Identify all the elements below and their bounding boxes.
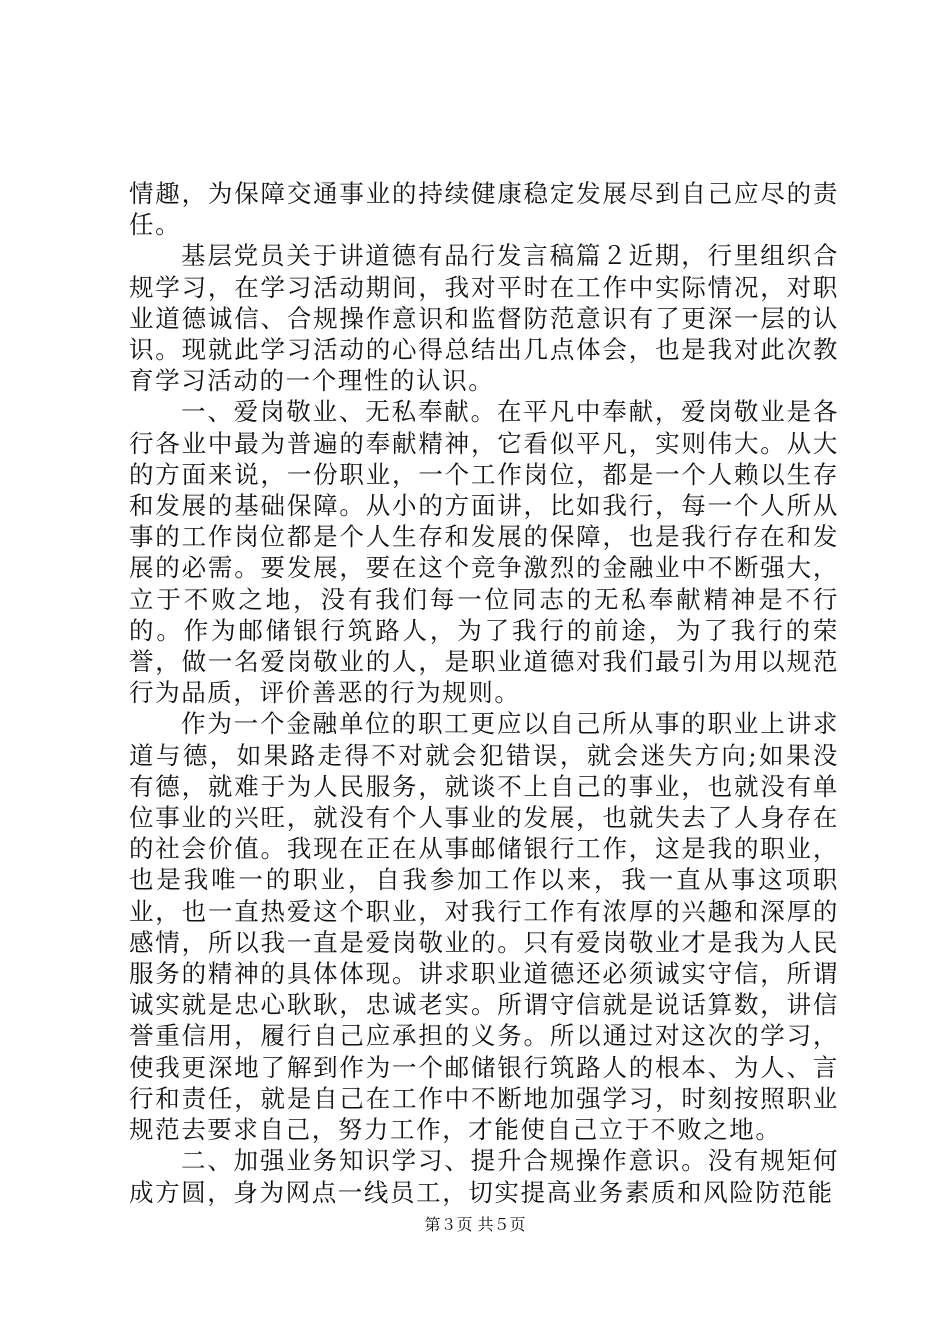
paragraph-1: 情趣，为保障交通事业的持续健康稳定发展尽到自己应尽的责任。 xyxy=(129,179,839,240)
document-body xyxy=(129,178,839,1208)
paragraph-2: 基层党员关于讲道德有品行发言稿篇２近期，行里组织合规学习，在学习活动期间，我对平时在工作中实际情况，对职业道德诚信、合规操作意识和监督防范意识有了更深一层的认识。现就此学习活动的心得总结出几点体会，也是我对此次教育学习活动的一个理性的认识。 xyxy=(129,241,839,396)
paragraph-4: 作为一个金融单位的职工更应以自己所从事的职业上讲求道与德，如果路走得不对就会犯错误，就会迷失方向;如果没有德，就难于为人民服务，就谈不上自己的事业，也就没有单位事业的兴旺，就没有个人事业的发展，也就失去了人身存在的社会价值。我现在正在从事邮储银行工作，这是我的职业，也是我唯一的职业，自我参加工作以来，我一直从事这项职业，也一直热爱这个职业，对我行工作有浓厚的兴趣和深厚的感情，所以我一直是爱岗敬业的。只有爱岗敬业才是我为人民服务的精神的具体体现。讲求职业道德还必须诚实守信，所谓诚实就是忠心耿耿，忠诚老实。所谓守信就是说话算数，讲信誉重信用，履行自己应承担的义务。所以通过对这次的学习，使我更深地了解到作为一个邮储银行筑路人的根本、为人、言行和责任，就是自己在工作中不断地加强学习，时刻按照职业规范去要求自己，努力工作，才能使自己立于不败之地。 xyxy=(129,709,839,1145)
paragraph-3: 一、爱岗敬业、无私奉献。在平凡中奉献，爱岗敬业是各行各业中最为普遍的奉献精神，它看似平凡，实则伟大。从大的方面来说，一份职业，一个工作岗位，都是一个人赖以生存和发展的基础保障。从小的方面讲，比如我行，每一个人所从事的工作岗位都是个人生存和发展的保障，也是我行存在和发展的必需。要发展，要在这个竞争激烈的金融业中不断强大，立于不败之地，没有我们每一位同志的无私奉献精神是不行的。作为邮储银行筑路人，为了我行的前途，为了我行的荣誉，做一名爱岗敬业的人，是职业道德对我们最引为用以规范行为品质，评价善恶的行为规则。 xyxy=(129,397,839,708)
page-footer: 第３页 共５页 xyxy=(424,1215,526,1234)
paragraph-5: 二、加强业务知识学习、提升合规操作意识。没有规矩何成方圆，身为网点一线员工，切实提高业务素质和风险防范能 xyxy=(129,1146,839,1207)
